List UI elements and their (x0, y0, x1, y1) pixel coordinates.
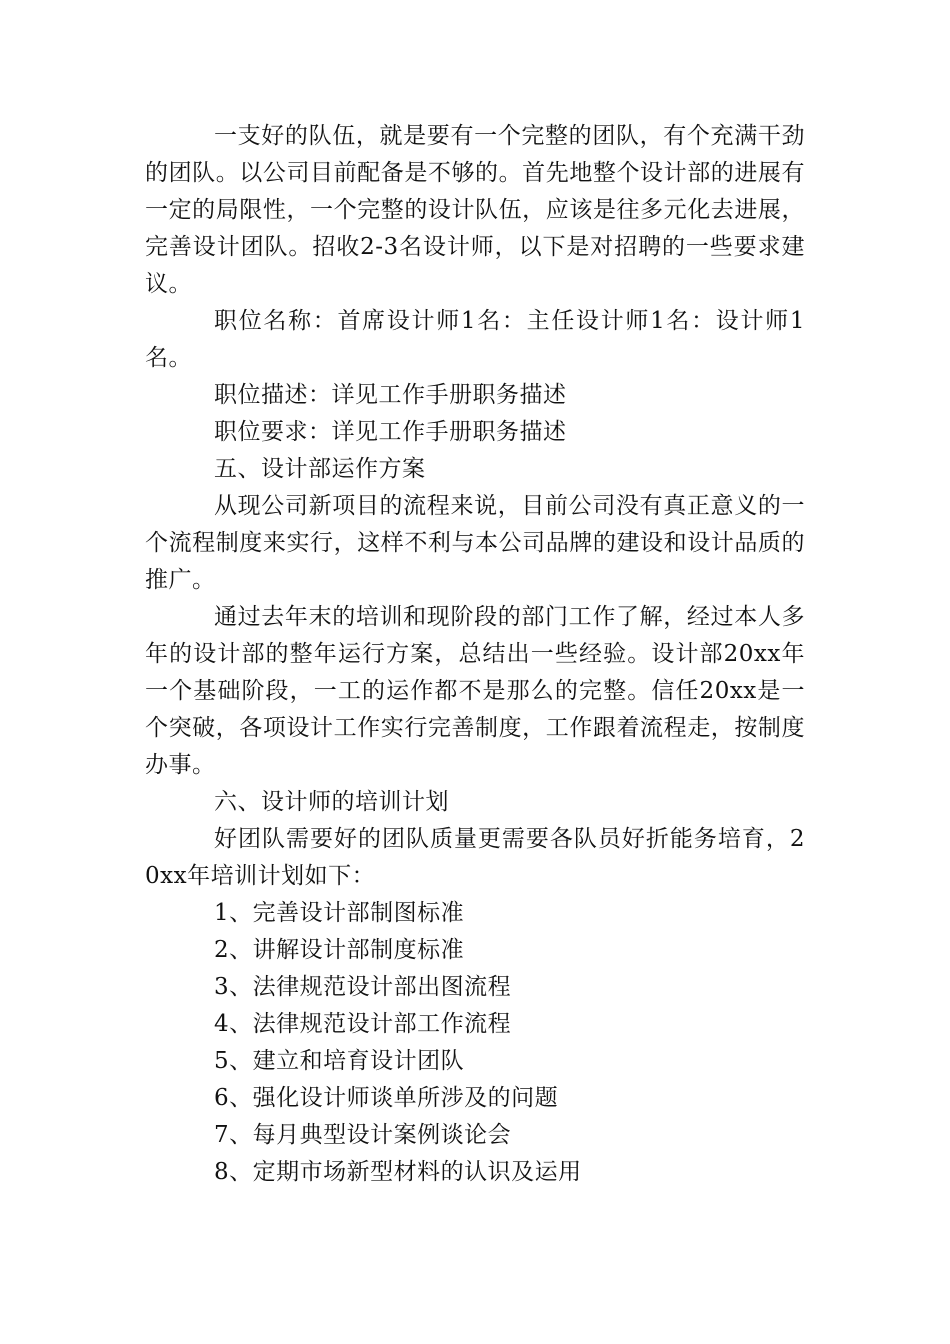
paragraph-position-requirements: 职位要求：详见工作手册职务描述 (214, 419, 567, 445)
list-item: 5、建立和培育设计团队 (214, 1048, 465, 1074)
list-item: 4、法律规范设计部工作流程 (214, 1011, 512, 1037)
section-heading-operation-plan: 五、设计部运作方案 (214, 456, 426, 482)
paragraph-experience-summary: 通过去年末的培训和现阶段的部门工作了解，经过本人多年的设计部的整年运行方案，总结出一些经验。设计部20xx年一个基础阶段，一工的运作都不是那么的完整。信任20xx是一个突破，各项设计工作实行完善制度，工作跟着流程走，按制度办事。 (145, 604, 805, 778)
list-item: 7、每月典型设计案例谈论会 (214, 1122, 512, 1148)
paragraph-training-intro: 好团队需要好的团队质量更需要各队员好折能务培育，20xx年培训计划如下： (145, 826, 805, 889)
paragraph-process-issue: 从现公司新项目的流程来说，目前公司没有真正意义的一个流程制度来实行，这样不利与本公司品牌的建设和设计品质的推广。 (145, 493, 805, 593)
list-item: 8、定期市场新型材料的认识及运用 (214, 1159, 582, 1185)
list-item: 2、讲解设计部制度标准 (214, 937, 465, 963)
paragraph-position-names: 职位名称：首席设计师1名：主任设计师1名：设计师1名。 (145, 308, 805, 371)
document-body (145, 118, 805, 1191)
paragraph-team-building: 一支好的队伍，就是要有一个完整的团队，有个充满干劲的团队。以公司目前配备是不够的。首先地整个设计部的进展有一定的局限性，一个完整的设计队伍，应该是往多元化去进展，完善设计团队。招收2-3名设计师，以下是对招聘的一些要求建议。 (145, 123, 805, 297)
list-item: 3、法律规范设计部出图流程 (214, 974, 512, 1000)
list-item: 1、完善设计部制图标准 (214, 900, 465, 926)
paragraph-position-description: 职位描述：详见工作手册职务描述 (214, 382, 567, 408)
list-item: 6、强化设计师谈单所涉及的问题 (214, 1085, 559, 1111)
section-heading-training-plan: 六、设计师的培训计划 (214, 789, 449, 815)
